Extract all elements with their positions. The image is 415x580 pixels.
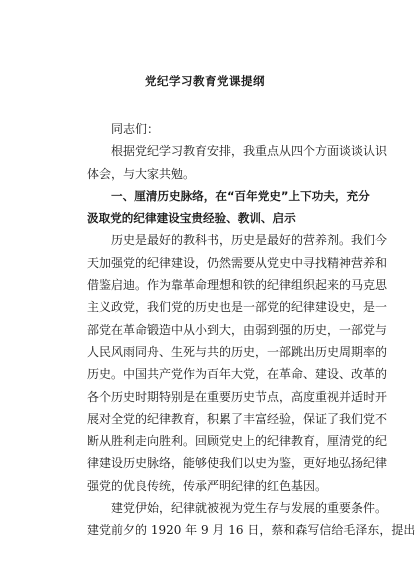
paragraph-line: 人民风雨同舟、生死与共的历史，一部跳出历史周期率的 [87,344,388,359]
paragraph-line: 天加强党的纪律建设，仍然需要从党史中寻找精神营养和 [87,255,388,270]
paragraph-line: 根据党纪学习教育安排，我重点从四个方面谈谈认识 [111,144,388,159]
paragraph-line: 历史。中国共产党作为百年大党，在革命、建设、改革的 [87,367,388,382]
paragraph-line: 同志们： [111,122,160,136]
paragraph-line: 各个历史时期特别是在重要历史节点，高度重视并适时开 [87,389,388,404]
paragraph-line: 建党前夕的 1920 年 9 月 16 日，蔡和森写信给毛泽东，提出 [87,523,415,538]
section-heading-line: 一、厘清历史脉络，在“百年党史”上下功夫，充分 [111,188,370,203]
paragraph-line: 律建设历史脉络，能够使我们以史为鉴，更好地弘扬纪律 [87,456,388,471]
document-body [87,118,415,542]
document-title: 党纪学习教育党课提纲 [145,74,265,88]
paragraph-line: 断从胜利走向胜利。回顾党史上的纪律教育，厘清党的纪 [87,434,388,449]
paragraph-line: 历史是最好的教科书，历史是最好的营养剂。我们今 [111,233,388,248]
paragraph-line: 展对全党的纪律教育，积累了丰富经验，保证了我们党不 [87,411,388,426]
paragraph-line: 建党伊始，纪律就被视为党生存与发展的重要条件。 [111,501,388,516]
paragraph-line: 主义政党，我们党的历史也是一部党的纪律建设史，是一 [87,300,388,315]
paragraph-line: 借鉴启迪。作为靠革命理想和铁的纪律组织起来的马克思 [87,278,388,293]
paragraph-line: 体会，与大家共勉。 [87,166,196,181]
paragraph-line: 部党在革命锻造中从小到大，由弱到强的历史，一部党与 [87,322,388,337]
paragraph-line: 强党的优良传统，传承严明纪律的红色基因。 [87,478,328,493]
section-heading-line: 汲取党的纪律建设宝贵经验、教训、启示 [87,211,296,226]
